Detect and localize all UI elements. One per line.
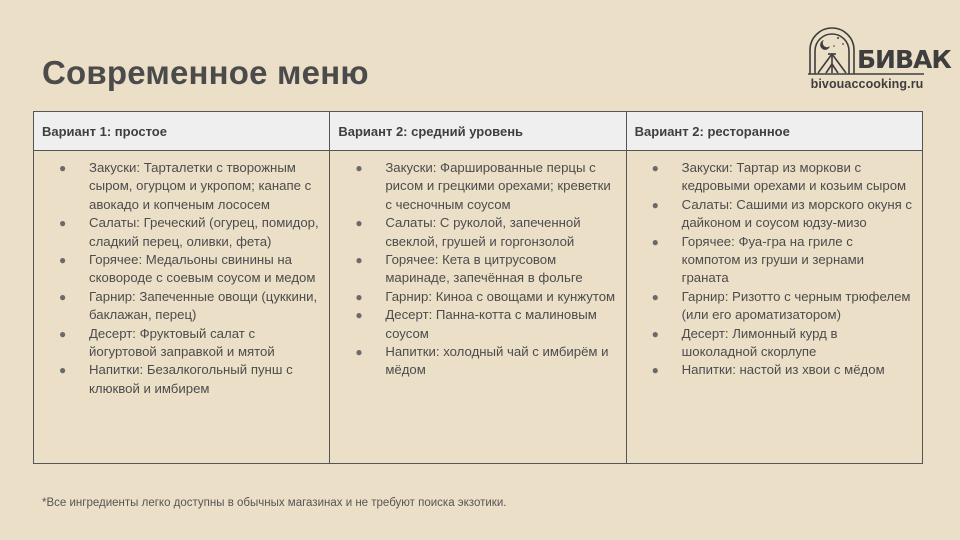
bullet-icon: ● (59, 363, 67, 378)
list-item: ● Горячее: Фуа-гра на гриле с компотом из груши и зернами граната (651, 233, 865, 286)
list-item: ● Десерт: Фруктовый салат с йогуртовой заправкой и мятой (59, 325, 275, 360)
bullet-icon: ● (651, 197, 659, 212)
bivouac-logo-icon (806, 24, 951, 79)
list-item: ● Десерт: Лимонный курд в шоколадной скорлупе (651, 325, 838, 360)
column-cell-2 (330, 151, 626, 464)
bullet-icon: ● (355, 289, 363, 304)
logo-wordmark: БИВАК (857, 45, 951, 74)
menu-list-simple (59, 159, 321, 398)
list-item: ● Горячее: Медальоны свинины на сковороде с соевым соусом и медом (59, 252, 316, 286)
column-header-3: Вариант 2: ресторанное (626, 112, 922, 151)
bullet-icon: ● (355, 161, 363, 175)
bullet-icon: ● (651, 326, 659, 341)
list-item: ● Напитки: Безалкогольный пунш с клюквой и имбирем (59, 362, 293, 396)
list-item: ● Закуски: Фаршированные перцы с рисом и грецкими орехами; креветки с чесночным соусом (355, 160, 611, 212)
bullet-icon: ● (651, 161, 659, 175)
bullet-icon: ● (59, 161, 67, 175)
footnote: *Все ингредиенты легко доступны в обычных магазинах и не требуют поиска экзотики. (42, 497, 507, 509)
list-item: ● Напитки: настой из хвои с мёдом (652, 361, 914, 379)
menu-list-medium (355, 159, 617, 380)
bullet-icon: ● (651, 234, 659, 249)
bullet-icon: ● (651, 363, 659, 378)
menu-list-restaurant (652, 159, 914, 380)
bullet-icon: ● (651, 289, 659, 304)
column-header-1: Вариант 1: простое (34, 112, 330, 151)
header-row (34, 112, 923, 151)
bullet-icon: ● (355, 345, 363, 360)
content-row (34, 151, 923, 464)
logo-site-url: bivouaccooking.ru (810, 77, 924, 91)
list-item: ● Горячее: Кета в цитрусовом маринаде, запечённая в фольге (355, 252, 583, 286)
bullet-icon: ● (355, 216, 363, 231)
list-item: ● Гарнир: Ризотто с черным трюфелем (или его ароматизатором) (651, 288, 911, 323)
list-item: ● Салаты: Сашими из морского окуня с дайконом и соусом юдзу-мизо (651, 196, 912, 231)
column-cell-1 (34, 151, 330, 464)
menu-table (33, 111, 923, 464)
bullet-icon: ● (59, 326, 67, 341)
page-title: Современное меню (42, 54, 369, 91)
bullet-icon: ● (355, 308, 363, 323)
list-item: ● Десерт: Панна-котта с малиновым соусом (355, 307, 597, 341)
brand-logo (806, 24, 951, 94)
list-item: ● Гарнир: Запеченные овощи (цуккини, баклажан, перец) (59, 288, 318, 323)
bullet-icon: ● (59, 289, 67, 304)
list-item: ● Салаты: Греческий (огурец, помидор, сладкий перец, оливки, фета) (59, 215, 319, 249)
bullet-icon: ● (355, 253, 363, 268)
bullet-icon: ● (59, 253, 67, 268)
list-item: ● Гарнир: Киноа с овощами и кунжутом (355, 288, 617, 306)
list-item: ● Салаты: С руколой, запеченной свеклой, грушей и горгонзолой (355, 215, 581, 249)
list-item: ● Закуски: Тартар из моркови с кедровыми орехами и козьим сыром (651, 160, 907, 194)
list-item: ● Напитки: холодный чай с имбирём и мёдом (355, 344, 609, 378)
bullet-icon: ● (59, 216, 67, 231)
list-item: ● Закуски: Тарталетки с творожным сыром, огурцом и укропом; канапе с авокадо и копченым лососем (59, 160, 312, 212)
column-header-2: Вариант 2: средний уровень (330, 112, 626, 151)
column-cell-3 (626, 151, 922, 464)
